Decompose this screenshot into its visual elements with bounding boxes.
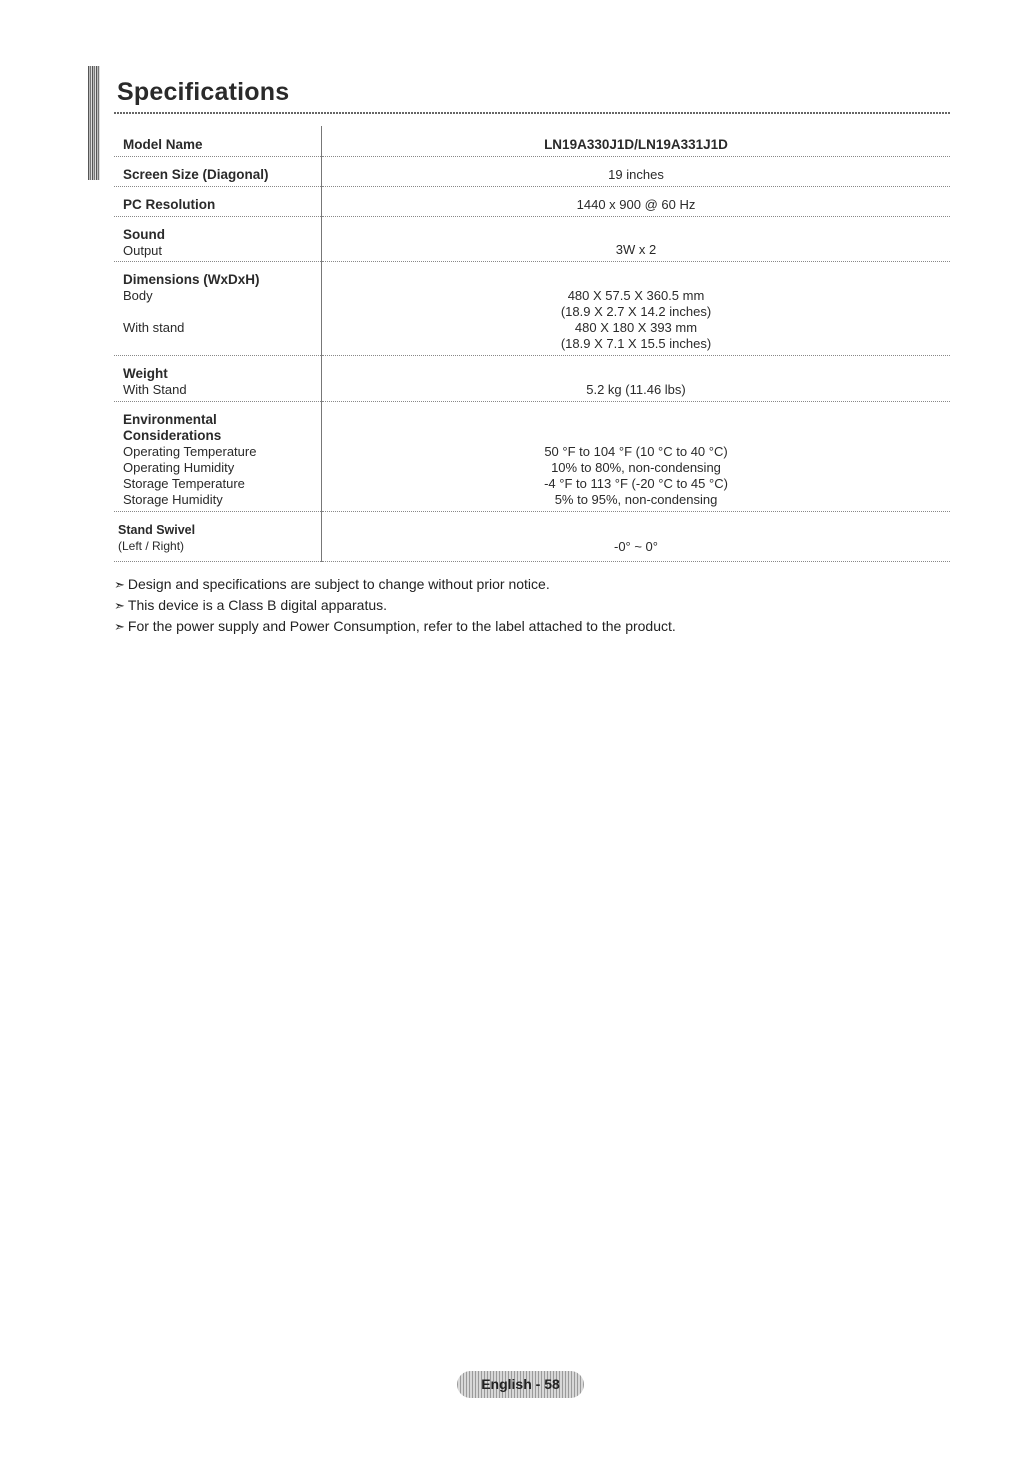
row-environmental <box>114 401 950 511</box>
considerations-label: Considerations <box>123 427 222 443</box>
row-screen-size <box>114 156 950 186</box>
value-cell <box>322 126 951 156</box>
storage-humidity-label: Storage Humidity <box>123 491 223 507</box>
storage-temperature-label: Storage Temperature <box>123 475 245 491</box>
storage-humidity-value: 5% to 95%, non-condensing <box>554 491 718 507</box>
value-cell <box>322 261 951 355</box>
stand-swivel-sub-label: (Left / Right) <box>118 538 185 553</box>
value-cell <box>322 186 951 216</box>
note-item <box>114 616 954 637</box>
label-cell <box>114 156 322 186</box>
dimensions-stand-mm: 480 X 180 X 393 mm <box>574 319 698 335</box>
row-stand-swivel <box>114 511 950 561</box>
row-dimensions <box>114 261 950 355</box>
dimensions-stand-label: With stand <box>123 319 185 335</box>
row-weight <box>114 355 950 401</box>
specifications-table <box>114 126 950 562</box>
label-cell <box>114 186 322 216</box>
model-name-value: LN19A330J1D/LN19A331J1D <box>544 137 728 152</box>
note-text: This device is a Class B digital apparatus. <box>127 597 388 613</box>
label-cell <box>114 401 322 511</box>
operating-temperature-value: 50 °F to 104 °F (10 °C to 40 °C) <box>544 443 728 459</box>
note-text: Design and specifications are subject to change without prior notice. <box>127 576 550 592</box>
value-cell <box>322 216 951 261</box>
stand-swivel-value: -0° ~ 0° <box>613 538 658 554</box>
row-pc-resolution <box>114 186 950 216</box>
note-item <box>114 595 954 616</box>
environmental-label: Environmental <box>123 411 217 427</box>
note-item <box>114 574 954 595</box>
row-sound <box>114 216 950 261</box>
note-text: For the power supply and Power Consumption, refer to the label attached to the product. <box>127 618 676 634</box>
storage-temperature-value: -4 °F to 113 °F (-20 °C to 45 °C) <box>544 475 728 491</box>
side-marker-bar <box>88 66 100 180</box>
sound-output-value: 3W x 2 <box>615 241 657 257</box>
row-model-name <box>114 126 950 156</box>
dimensions-label: Dimensions (WxDxH) <box>123 271 260 287</box>
label-cell <box>114 216 322 261</box>
label-cell <box>114 355 322 401</box>
value-cell <box>322 355 951 401</box>
arrow-icon: ➣ <box>114 598 125 613</box>
stand-swivel-label: Stand Swivel <box>118 522 196 537</box>
model-name-label: Model Name <box>123 137 203 152</box>
sound-output-label: Output <box>123 242 163 258</box>
weight-value: 5.2 kg (11.46 lbs) <box>586 381 686 397</box>
value-cell <box>322 511 951 561</box>
sound-label: Sound <box>123 226 165 242</box>
label-cell <box>114 261 322 355</box>
weight-label: Weight <box>123 365 168 381</box>
screen-size-value: 19 inches <box>608 166 664 182</box>
operating-temperature-label: Operating Temperature <box>123 443 257 459</box>
dimensions-body-mm: 480 X 57.5 X 360.5 mm <box>567 287 705 303</box>
screen-size-label: Screen Size (Diagonal) <box>123 166 269 182</box>
page-number-badge: English - 58 <box>457 1371 584 1398</box>
operating-humidity-value: 10% to 80%, non-condensing <box>551 459 721 475</box>
pc-resolution-value: 1440 x 900 @ 60 Hz <box>576 196 696 212</box>
page-title: Specifications <box>117 78 290 106</box>
arrow-icon: ➣ <box>114 577 125 592</box>
weight-stand-label: With Stand <box>123 381 187 397</box>
label-cell <box>114 126 322 156</box>
dimensions-body-inches: (18.9 X 2.7 X 14.2 inches) <box>560 303 712 319</box>
title-rule <box>114 112 950 114</box>
dimensions-body-label: Body <box>123 287 153 303</box>
dimensions-stand-inches: (18.9 X 7.1 X 15.5 inches) <box>560 335 712 351</box>
label-cell <box>114 511 322 561</box>
value-cell <box>322 156 951 186</box>
notes-list <box>114 574 954 637</box>
arrow-icon: ➣ <box>114 619 125 634</box>
value-cell <box>322 401 951 511</box>
operating-humidity-label: Operating Humidity <box>123 459 235 475</box>
pc-resolution-label: PC Resolution <box>123 196 216 212</box>
